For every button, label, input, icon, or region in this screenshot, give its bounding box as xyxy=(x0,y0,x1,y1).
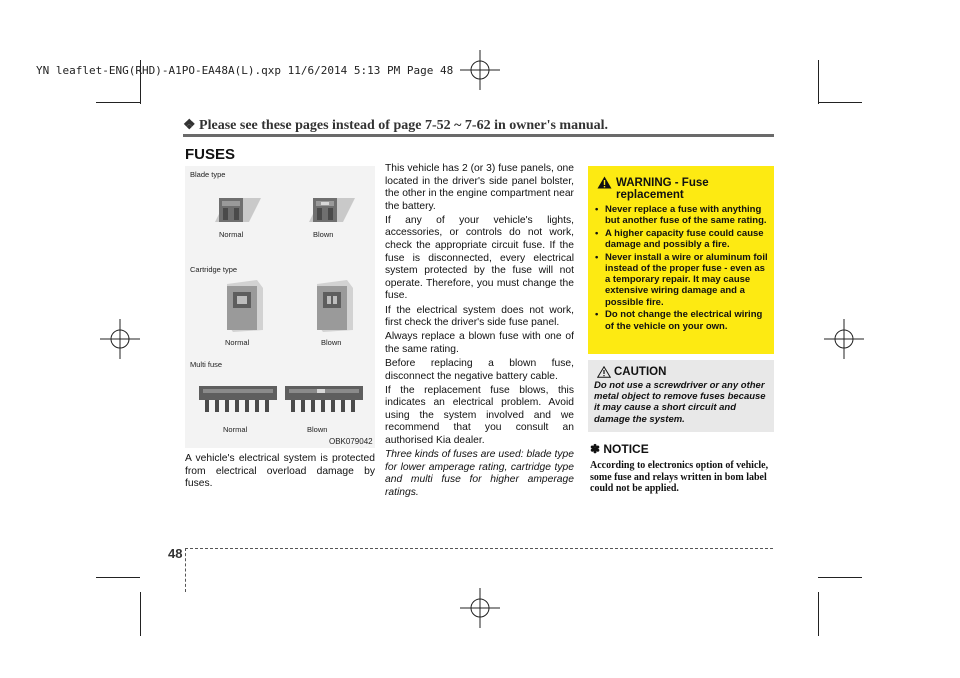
cartridge-fuse-blown-image xyxy=(307,278,355,334)
warning-item: • Never replace a fuse with anything but another fuse of the same rating. xyxy=(594,204,768,226)
caution-triangle-icon xyxy=(597,366,611,378)
middle-column xyxy=(385,163,574,501)
footer-rule-vertical xyxy=(185,548,186,592)
warning-box xyxy=(588,166,774,354)
warning-title: WARNING - Fuse replacement xyxy=(616,177,709,201)
figure-code: OBK079042 xyxy=(329,437,373,446)
caution-text: Do not use a screwdriver or any other metal object to remove fuses because it may cause a short circuit and damage the system. xyxy=(594,380,766,425)
blade-blown-label: Blown xyxy=(313,230,334,239)
crop-mark xyxy=(818,577,862,578)
registration-mark-icon xyxy=(458,48,502,92)
warning-triangle-icon xyxy=(597,176,612,189)
multi-fuse-normal-image xyxy=(197,382,279,416)
registration-mark-icon xyxy=(458,586,502,630)
caution-title: CAUTION xyxy=(614,366,667,378)
warning-item: • Do not change the electrical wiring of the vehicle on your own. xyxy=(594,309,768,331)
crop-mark xyxy=(818,60,819,104)
cartridge-normal-label: Normal xyxy=(225,338,250,347)
notice-title: ✽ NOTICE xyxy=(590,442,649,456)
print-slug: YN leaflet-ENG(RHD)-A1PO-EA48A(L).qxp 11/6/2014 5:13 PM Page 48 xyxy=(36,64,454,77)
multi-fuse-blown-image xyxy=(283,382,365,416)
cartridge-fuse-normal-image xyxy=(217,278,265,334)
crop-mark xyxy=(818,592,819,636)
registration-mark-icon xyxy=(822,317,866,361)
crop-mark xyxy=(96,577,140,578)
banner-title: ❖ Please see these pages instead of page 7-52 ~ 7-62 in owner's manual. xyxy=(183,118,609,133)
body-paragraph: If any of your vehicle's lights, accessories, or controls do not work, check the appropriate circuit fuse. If the fuse is disconnected, every electrical system protected by the fuse will not operate. Therefore, you must change the fuse. xyxy=(385,214,574,302)
intro-text: A vehicle's electrical system is protected from electrical overload damage by fuses. xyxy=(185,453,375,490)
crop-mark xyxy=(140,592,141,636)
body-paragraph: If the electrical system does not work, first check the driver's side fuse panel. xyxy=(385,304,574,329)
registration-mark-icon xyxy=(98,317,142,361)
caution-box xyxy=(588,360,774,432)
fuse-figure xyxy=(185,166,375,448)
body-paragraph: This vehicle has 2 (or 3) fuse panels, one located in the driver's side panel bolster, the other in the engine compartment near the battery. xyxy=(385,163,574,212)
multi-normal-label: Normal xyxy=(223,425,248,434)
banner-rule xyxy=(183,134,774,137)
blade-normal-label: Normal xyxy=(219,230,244,239)
cartridge-blown-label: Blown xyxy=(321,338,342,347)
multi-blown-label: Blown xyxy=(307,425,328,434)
blade-type-label: Blade type xyxy=(190,170,226,179)
warning-item: • Never install a wire or aluminum foil instead of the proper fuse - even as a temporary repair. It may cause extensive wiring damage and a possible fire. xyxy=(594,252,768,308)
body-paragraph: If the replacement fuse blows, this indicates an electrical problem. Avoid using the system involved and we recommend that you consult an authorised Kia dealer. xyxy=(385,384,574,446)
body-paragraph: Always replace a blown fuse with one of the same rating. xyxy=(385,331,574,355)
cartridge-type-label: Cartridge type xyxy=(190,265,238,274)
crop-mark xyxy=(96,102,140,103)
body-paragraph: Before replacing a blown fuse, disconnect the negative battery cable. xyxy=(385,357,574,382)
warning-item: • A higher capacity fuse could cause damage and possibly a fire. xyxy=(594,228,768,250)
footer-rule xyxy=(185,548,773,549)
notice-text: According to electronics option of vehicle, some fuse and relays written in bom label could not be applied. xyxy=(590,460,769,494)
intro-paragraph xyxy=(185,453,375,492)
fuse-types-note: Three kinds of fuses are used: blade type for lower amperage rating, cartridge type and multi fuse for higher amperage ratings. xyxy=(385,449,574,498)
crop-mark xyxy=(818,102,862,103)
page-number: 48 xyxy=(168,546,183,561)
section-title: FUSES xyxy=(185,146,236,163)
blade-fuse-normal-image xyxy=(213,192,263,226)
blade-fuse-blown-image xyxy=(307,192,357,226)
warning-list xyxy=(594,204,768,333)
multi-fuse-label: Multi fuse xyxy=(190,360,223,369)
